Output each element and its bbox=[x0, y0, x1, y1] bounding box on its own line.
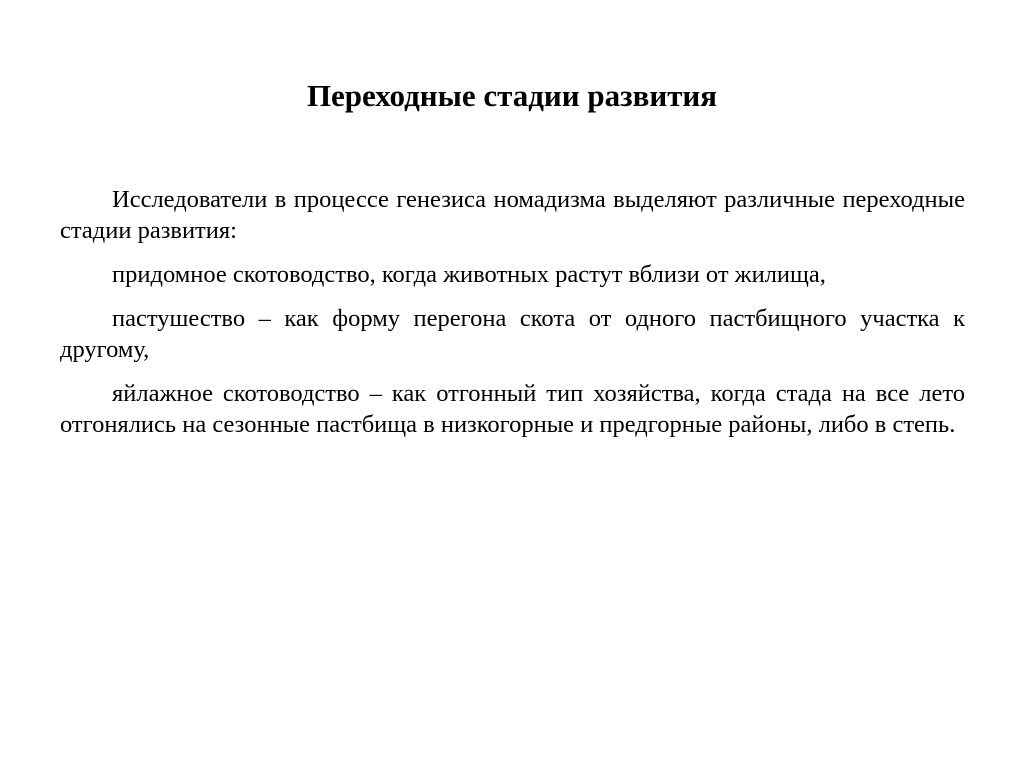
paragraph-stage-3: яйлажное скотоводство – как отгонный тип хозяйства, когда стада на все лето отгонялись на сезонные пастбища в низкогорные и предгорные районы, либо в степь. bbox=[60, 380, 965, 438]
paragraph-stage-1: придомное скотоводство, когда животных растут вблизи от жилища, bbox=[112, 261, 826, 288]
slide-title: Переходные стадии развития bbox=[306, 78, 718, 113]
slide-body bbox=[60, 184, 965, 453]
paragraph-intro: Исследователи в процессе генезиса номадизма выделяют различные переходные стадии развития: bbox=[60, 186, 965, 244]
paragraph-stage-2: пастушество – как форму перегона скота от одного пастбищного участка к другому, bbox=[60, 305, 965, 363]
